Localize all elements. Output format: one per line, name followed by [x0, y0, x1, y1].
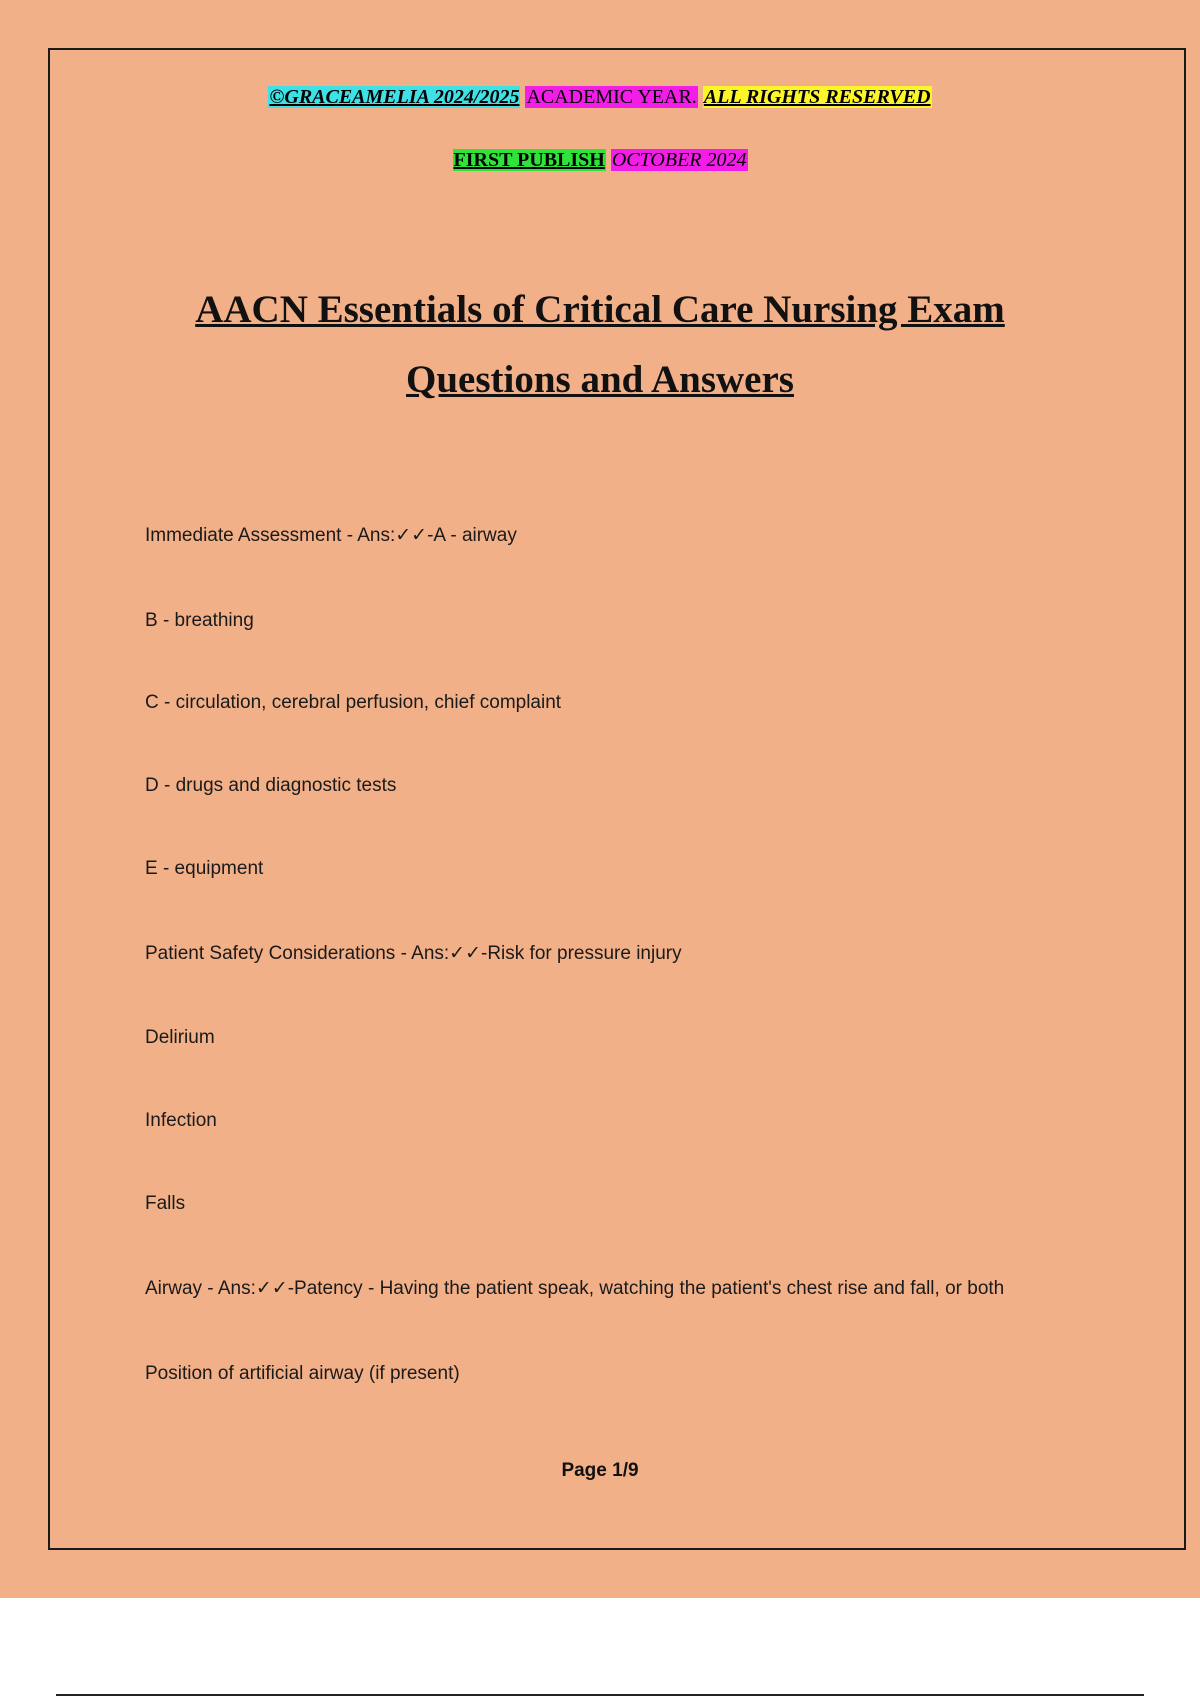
first-publish-highlight: FIRST PUBLISH	[453, 149, 605, 171]
publish-date-highlight: OCTOBER 2024	[611, 149, 747, 171]
copyright-highlight: ©GRACEAMELIA 2024/2025	[269, 86, 520, 108]
content-line: Patient Safety Considerations - Ans:✓✓-Risk for pressure injury	[145, 943, 682, 964]
document-title-line-2: Questions and Answers	[406, 358, 794, 401]
content-line: Airway - Ans:✓✓-Patency - Having the patient speak, watching the patient's chest rise and fall, or both	[145, 1278, 1005, 1299]
content-line: Immediate Assessment - Ans:✓✓-A - airway	[145, 525, 517, 546]
content-line: D - drugs and diagnostic tests	[145, 775, 397, 796]
document-title-line-1: AACN Essentials of Critical Care Nursing Exam	[195, 288, 1005, 331]
content-line: B - breathing	[145, 610, 254, 631]
academic-year-highlight: ACADEMIC YEAR.	[526, 86, 697, 108]
content-line: E - equipment	[145, 858, 264, 879]
page-border	[48, 48, 1186, 1550]
content-line: Position of artificial airway (if present)	[145, 1363, 460, 1384]
copyright-header	[0, 84, 1200, 110]
content-line: C - circulation, cerebral perfusion, chief complaint	[145, 692, 562, 713]
page-number: Page 1/9	[561, 1460, 639, 1481]
content-line: Falls	[145, 1193, 186, 1214]
content-line: Delirium	[145, 1027, 215, 1048]
content-line: Infection	[145, 1110, 217, 1131]
rights-highlight: ALL RIGHTS RESERVED	[703, 86, 931, 108]
next-page-divider	[56, 1694, 1144, 1696]
publish-header	[0, 147, 1200, 173]
